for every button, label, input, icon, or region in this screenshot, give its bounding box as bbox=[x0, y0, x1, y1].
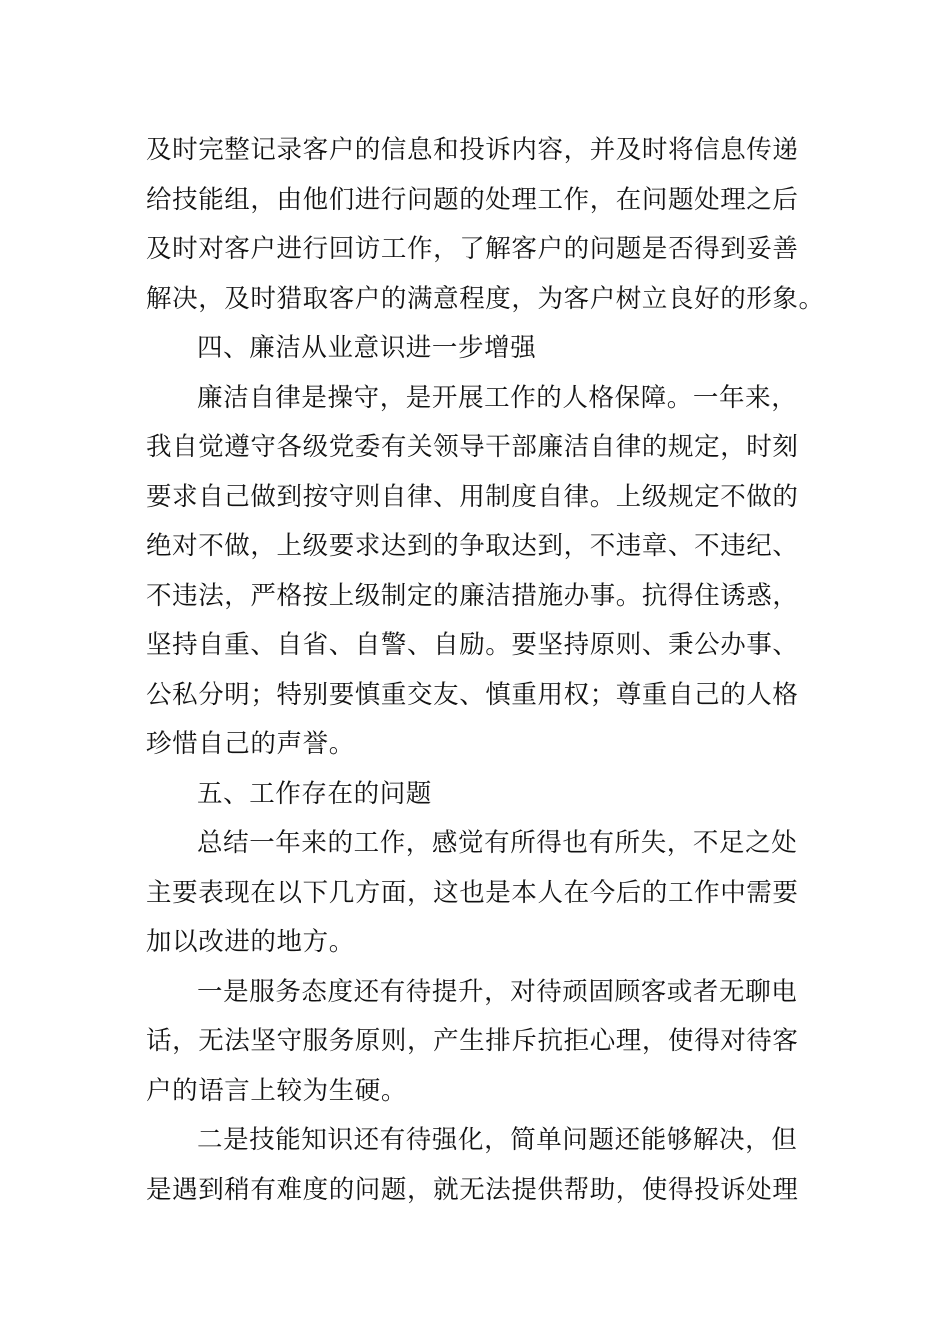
text-line: 总结一年来的工作，感觉有所得也有所失，不足之处 bbox=[197, 828, 798, 858]
text-line: 主要表现在以下几方面，这也是本人在今后的工作中需要 bbox=[146, 877, 799, 908]
text-line: 户的语言上较为生硬。 bbox=[146, 1075, 408, 1106]
section-heading: 五、工作存在的问题 bbox=[197, 778, 432, 809]
text-line: 坚持自重、自省、自警、自励。要坚持原则、秉公办事、 bbox=[146, 630, 799, 660]
text-line: 及时对客户进行回访工作，了解客户的问题是否得到妥善 bbox=[146, 234, 799, 264]
text-line: 廉洁自律是操守，是开展工作的人格保障。一年来， bbox=[197, 382, 798, 413]
text-line: 我自觉遵守各级党委有关领导干部廉洁自律的规定，时刻 bbox=[146, 432, 799, 462]
text-line: 二是技能知识还有待强化，简单问题还能够解决，但 bbox=[197, 1125, 798, 1155]
document-body bbox=[146, 126, 825, 1215]
section-heading: 四、廉洁从业意识进一步增强 bbox=[197, 333, 537, 363]
text-line: 是遇到稍有难度的问题，就无法提供帮助，使得投诉处理 bbox=[146, 1174, 799, 1205]
text-line: 珍惜自己的声誉。 bbox=[146, 729, 355, 759]
text-line: 绝对不做，上级要求达到的争取达到，不违章、不违纪、 bbox=[146, 531, 799, 561]
text-line: 及时完整记录客户的信息和投诉内容，并及时将信息传递 bbox=[146, 135, 799, 165]
text-line: 解决，及时猎取客户的满意程度，为客户树立良好的形象。 bbox=[146, 283, 825, 314]
text-line: 要求自己做到按守则自律、用制度自律。上级规定不做的 bbox=[146, 481, 799, 512]
text-line: 给技能组，由他们进行问题的处理工作，在问题处理之后 bbox=[146, 184, 799, 215]
text-line: 一是服务态度还有待提升，对待顽固顾客或者无聊电 bbox=[197, 976, 798, 1007]
text-line: 公私分明；特别要慎重交友、慎重用权；尊重自己的人格 bbox=[146, 679, 799, 710]
text-line: 加以改进的地方。 bbox=[146, 927, 355, 957]
text-line: 话，无法坚守服务原则，产生排斥抗拒心理，使得对待客 bbox=[146, 1026, 799, 1056]
text-line: 不违法，严格按上级制定的廉洁措施办事。抗得住诱惑， bbox=[146, 580, 799, 611]
